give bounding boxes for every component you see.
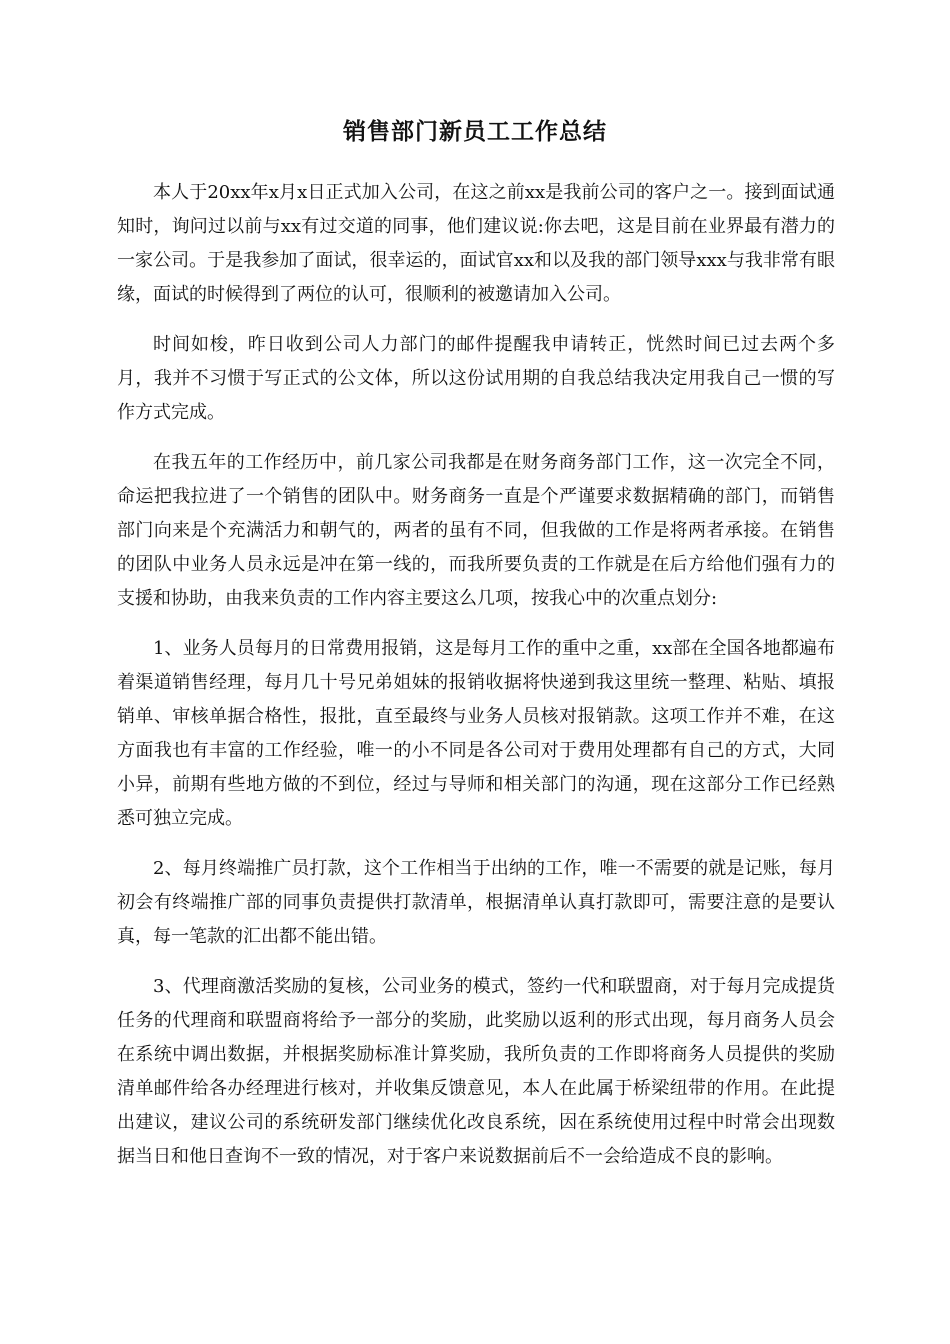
document-title: 销售部门新员工工作总结	[343, 119, 607, 145]
paragraph-time: 时间如梭，昨日收到公司人力部门的邮件提醒我申请转正，恍然时间已过去两个多月，我并不习惯于写正式的公文体，所以这份试用期的自我总结我决定用我自己一惯的写作方式完成。	[117, 334, 835, 423]
paragraph-experience: 在我五年的工作经历中，前几家公司我都是在财务商务部门工作，这一次完全不同，命运把我拉进了一个销售的团队中。财务商务一直是个严谨要求数据精确的部门，而销售部门向来是个充满活力和朝气的，两者的虽有不同，但我做的工作是将两者承接。在销售的团队中业务人员永远是冲在第一线的，而我所要负责的工作就是在后方给他们强有力的支援和协助，由我来负责的工作内容主要这么几项，按我心中的次重点划分:	[117, 452, 835, 609]
paragraph-item-1: 1、业务人员每月的日常费用报销，这是每月工作的重中之重，xx部在全国各地都遍布着渠道销售经理，每月几十号兄弟姐妹的报销收据将快递到我这里统一整理、粘贴、填报销单、审核单据合格性，报批，直至最终与业务人员核对报销款。这项工作并不难，在这方面我也有丰富的工作经验，唯一的小不同是各公司对于费用处理都有自己的方式，大同小异，前期有些地方做的不到位，经过与导师和相关部门的沟通，现在这部分工作已经熟悉可独立完成。	[117, 638, 835, 829]
paragraph-item-2: 2、每月终端推广员打款，这个工作相当于出纳的工作，唯一不需要的就是记账，每月初会有终端推广部的同事负责提供打款清单，根据清单认真打款即可，需要注意的是要认真，每一笔款的汇出都不能出错。	[117, 858, 835, 947]
paragraph-item-3: 3、代理商激活奖励的复核，公司业务的模式，签约一代和联盟商，对于每月完成提货任务的代理商和联盟商将给予一部分的奖励，此奖励以返利的形式出现，每月商务人员会在系统中调出数据，并根据奖励标准计算奖励，我所负责的工作即将商务人员提供的奖励清单邮件给各办经理进行核对，并收集反馈意见，本人在此属于桥梁纽带的作用。在此提出建议，建议公司的系统研发部门继续优化改良系统，因在系统使用过程中时常会出现数据当日和他日查询不一致的情况，对于客户来说数据前后不一会给造成不良的影响。	[117, 976, 835, 1167]
document-body	[117, 176, 835, 1190]
paragraph-intro: 本人于20xx年x月x日正式加入公司，在这之前xx是我前公司的客户之一。接到面试通知时，询问过以前与xx有过交道的同事，他们建议说:你去吧，这是目前在业界最有潜力的一家公司。于是我参加了面试，很幸运的，面试官xx和以及我的部门领导xxx与我非常有眼缘，面试的时候得到了两位的认可，很顺利的被邀请加入公司。	[117, 182, 835, 305]
